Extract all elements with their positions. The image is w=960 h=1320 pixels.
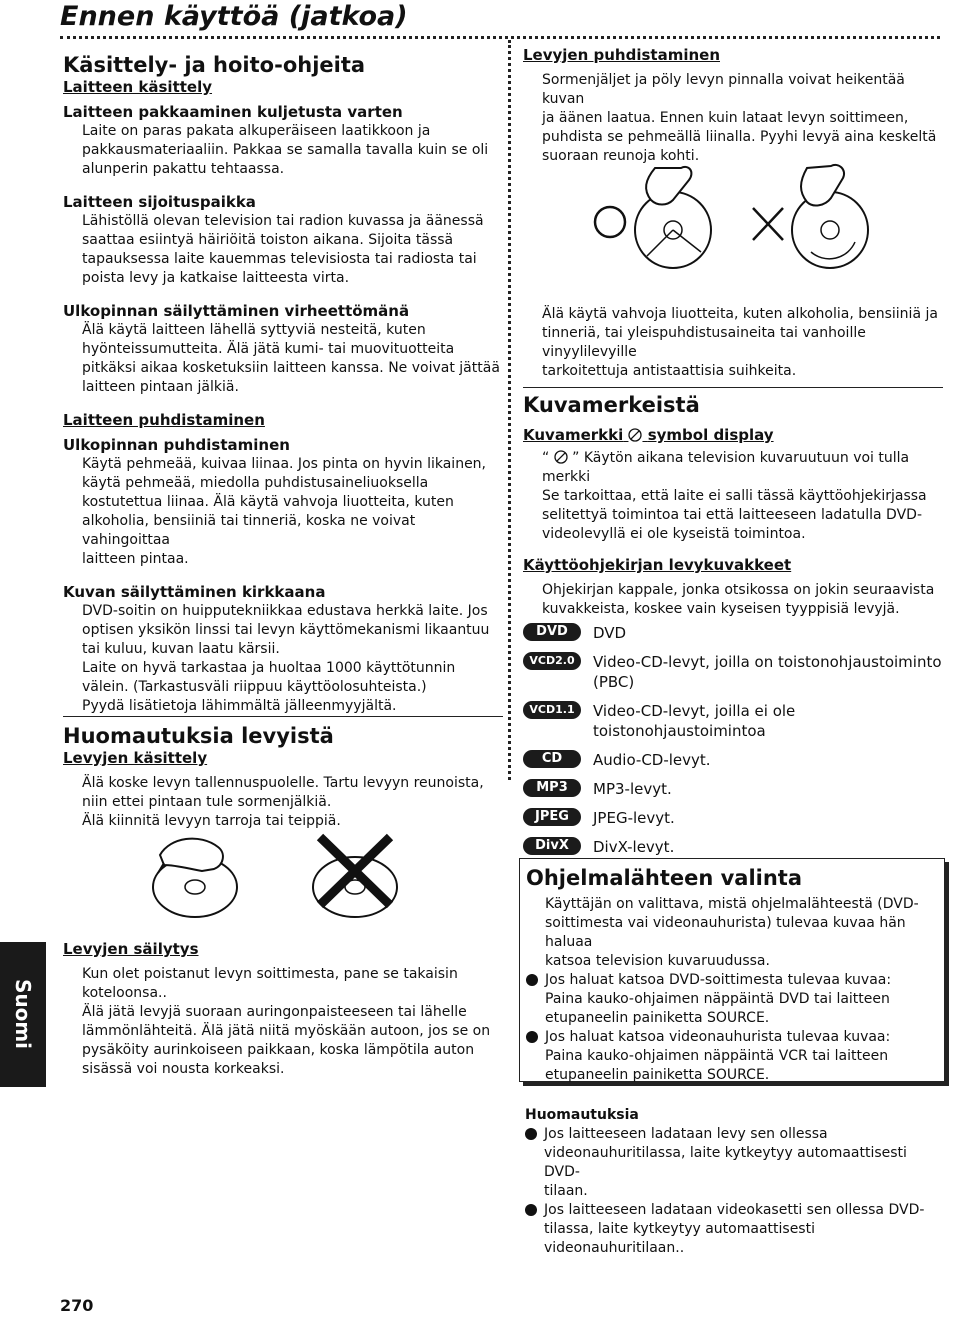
disc-type-label: JPEG-levyt. (593, 809, 675, 827)
placement-line: poista levy ja katkaise laitteesta virta. (82, 270, 350, 286)
storage-section (63, 940, 503, 1079)
disc-type-row (523, 808, 943, 828)
jpeg-badge-icon: JPEG (523, 808, 581, 826)
wipe-circular-icon (792, 165, 868, 268)
disc-cleaning-heading: Levyjen puhdistaminen (523, 46, 720, 64)
exterior-cleaning-line: laitteen pintaa. (82, 551, 189, 567)
language-tab (0, 942, 46, 1087)
disc-type-label: Audio-CD-levyt. (593, 751, 711, 769)
source-bullet-line: etupaneelin painiketta SOURCE. (545, 1067, 770, 1083)
disc-type-row (523, 837, 943, 857)
section-rule (63, 716, 503, 717)
placement-heading: Laitteen sijoituspaikka (63, 193, 256, 211)
symbol-line: videolevyllä ei ole kyseistä toimintoa. (542, 526, 806, 542)
correct-circle-icon (595, 207, 625, 237)
disc-handling-illustration (140, 825, 420, 925)
solvent-line: tinneriä, tai yleispuhdistusaineita tai vanhoille vinyylilevyille (542, 325, 866, 360)
divx-badge-icon: DivX (523, 837, 581, 855)
symbol-intro-line (542, 449, 943, 487)
disc-type-label: DVD (593, 624, 627, 642)
note-line: tilassa, laite kytkeytyy automaattisesti videonauhuritilaan.. (544, 1221, 815, 1256)
source-intro-line: katsoa television kuvaruudussa. (545, 953, 770, 969)
storage-line: lämmönlähteitä. Älä jätä niitä myöskään autoon, jos se on (82, 1023, 491, 1039)
right-column-lower (523, 305, 943, 857)
placement-line: tapauksessa laite kauemmas televisiosta tai radiosta tai (82, 251, 477, 267)
symbol-display-heading (523, 426, 943, 445)
page-number: 270 (60, 1296, 94, 1315)
wipe-center-out-icon (635, 167, 711, 268)
disc-type-label: Video-CD-levyt, joilla on toistonohjaustoiminto (593, 653, 942, 671)
picture-line: välein. (Tarkastusväli riippuu käyttöolosuhteista.) (82, 679, 427, 695)
placement-line: saattaa esiintyä häiriöitä toiston aikana. Sijoita tässä (82, 232, 454, 248)
storage-line: koteloonsa.. (82, 985, 167, 1001)
note-item (525, 1201, 945, 1258)
disc-type-row (523, 623, 943, 643)
exterior-cleaning-line: kostutettua liinaa. Älä käytä vahvoja liuotteita, kuten (82, 494, 454, 510)
notes-heading: Huomautuksia (525, 1107, 639, 1123)
left-column (63, 52, 503, 831)
source-box-title: Ohjelmalähteen valinta (526, 866, 803, 890)
wrong-cross-icon (753, 208, 783, 240)
source-selection-box (519, 858, 945, 1082)
source-bullet-line: Jos haluat katsoa DVD-soittimesta tulevaa kuvaa: (545, 972, 892, 988)
source-bullet-line: Jos haluat katsoa videonauhurista tulevaa kuvaa: (545, 1029, 891, 1045)
right-column (523, 46, 943, 166)
disc-type-row (523, 652, 943, 692)
packing-heading: Laitteen pakkaaminen kuljetusta varten (63, 103, 403, 121)
packing-line: alunperin pakattu tehtaassa. (82, 161, 285, 177)
source-bullet-line: Paina kauko-ohjaimen näppäintä DVD tai laitteen (545, 991, 890, 1007)
storage-line: Älä jätä levyjä suoraan auringonpaisteeseen tai lähelle (82, 1004, 467, 1020)
picture-line: tai kuluu, kuvan laatu kärsii. (82, 641, 280, 657)
disc-handling-heading: Levyjen käsittely (63, 749, 208, 767)
header-dotted-rule (60, 36, 940, 39)
vcd20-badge-icon: VCD2.0 (523, 652, 581, 670)
exterior-cleaning-heading: Ulkopinnan puhdistaminen (63, 436, 290, 454)
disc-cleaning-line: ja äänen laatua. Ennen kuin lataat levyn soittimeen, (542, 110, 909, 126)
note-line: tilaan. (544, 1183, 588, 1199)
section-rule (523, 387, 943, 388)
no-entry-icon (628, 428, 642, 442)
disc-type-label-continued: (PBC) (593, 673, 635, 691)
solvent-line: Älä käytä vahvoja liuotteita, kuten alkoholia, bensiiniä ja (542, 306, 938, 322)
language-tab-label: Suomi (11, 978, 35, 1050)
cleaning-heading: Laitteen puhdistaminen (63, 411, 265, 429)
symbol-line: selitettyä toimintoa tai että laitteeseen ladatulla DVD- (542, 507, 922, 523)
disc-handling-line: niin ettei pintaan tule sormenjälkiä. (82, 794, 332, 810)
note-line: Jos laitteeseen ladataan videokasetti sen ollessa DVD- (544, 1202, 925, 1218)
note-line: videonauhuritilassa, laite kytkeytyy automaattisesti DVD- (544, 1145, 907, 1180)
symbol-display-pre: Kuvamerkki (523, 426, 624, 444)
discs-title: Huomautuksia levyistä (63, 724, 334, 748)
exterior-line: Älä käytä laitteen lähellä syttyviä nesteitä, kuten (82, 322, 426, 338)
picture-line: Laite on hyvä tarkastaa ja huoltaa 1000 käyttötunnin (82, 660, 456, 676)
disc-cleaning-line: suoraan reunoja kohti. (542, 148, 700, 164)
source-intro-line: Käyttäjän on valittava, mistä ohjelmalähteestä (DVD- (545, 896, 919, 912)
picture-heading: Kuvan säilyttäminen kirkkaana (63, 583, 326, 601)
dvd-badge-icon: DVD (523, 623, 581, 641)
page-title: Ennen käyttöä (jatkoa) (60, 1, 408, 32)
disc-type-row (523, 779, 943, 799)
source-bullet-dvd (526, 971, 936, 1028)
packing-line: pakkausmateriaaliin. Pakkaa se samalla tavalla kuin se oli (82, 142, 489, 158)
exterior-line: laitteen pintaan jälkiä. (82, 379, 239, 395)
mp3-badge-icon: MP3 (523, 779, 581, 797)
placement-line: Lähistöllä olevan television tai radion kuvassa ja äänessä (82, 213, 484, 229)
disc-held-icon (153, 839, 237, 917)
disc-type-list (523, 623, 943, 857)
device-handling-heading: Laitteen käsittely (63, 78, 213, 96)
exterior-cleaning-line: alkoholia, bensiiniä tai tinneriä, koska ne voivat vahingoittaa (82, 513, 416, 548)
disc-type-label: MP3-levyt. (593, 780, 672, 798)
storage-line: sisässä voi nousta korkeaksi. (82, 1061, 285, 1077)
picture-line: optisen yksikön linssi tai levyn käyttömekanismi likaantuu (82, 622, 490, 638)
symbols-title: Kuvamerkeistä (523, 393, 700, 417)
packing-line: Laite on paras pakata alkuperäiseen laatikkoon ja (82, 123, 431, 139)
disc-handling-line: Älä koske levyn tallennuspuolelle. Tartu levyyn reunoista, (82, 775, 484, 791)
vcd11-badge-icon: VCD1.1 (523, 701, 581, 719)
no-entry-icon (554, 450, 568, 464)
disc-handling-line: Älä kiinnitä levyyn tarroja tai teippiä. (82, 813, 341, 829)
exterior-line: pitkäksi aikaa kosketuksiin laitteen kanssa. Ne voivat jättää (82, 360, 500, 376)
disc-wrong-grip-icon (313, 837, 397, 917)
storage-line: pysäköity aurinkoiseen paikkaan, koska lämpötila auton (82, 1042, 475, 1058)
exterior-line: hyönteissumutteita. Älä jätä kumi- tai muovituotteita (82, 341, 455, 357)
notes-section (525, 1106, 945, 1258)
storage-line: Kun olet poistanut levyn soittimesta, pane se takaisin (82, 966, 458, 982)
source-bullet-line: etupaneelin painiketta SOURCE. (545, 1010, 770, 1026)
disc-type-row (523, 750, 943, 770)
note-line: Jos laitteeseen ladataan levy sen ollessa (544, 1126, 828, 1142)
disc-cleaning-line: Sormenjäljet ja pöly levyn pinnalla voivat heikentää kuvan (542, 72, 905, 107)
picture-line: Pyydä lisätietoja lähimmältä jälleenmyyjältä. (82, 698, 397, 714)
manual-icons-heading: Käyttöohjekirjan levykuvakkeet (523, 556, 792, 574)
symbol-line: Se tarkoittaa, että laite ei salli tässä käyttöohjekirjassa (542, 488, 927, 504)
source-bullet-line: Paina kauko-ohjaimen näppäintä VCR tai laitteen (545, 1048, 889, 1064)
source-intro-line: soittimesta vai videonauhurista) tulevaa kuvaa hän haluaa (545, 915, 906, 950)
disc-type-label: Video-CD-levyt, joilla ei ole toistonohjaustoimintoa (593, 702, 796, 740)
column-divider (508, 40, 511, 780)
disc-cleaning-line: puhdista se pehmeällä liinalla. Pyyhi levyä aina keskeltä (542, 129, 937, 145)
storage-heading: Levyjen säilytys (63, 940, 199, 958)
manual-icons-line: kuvakkeista, koskee vain kyseisen tyyppisiä levyjä. (542, 601, 900, 617)
exterior-heading: Ulkopinnan säilyttäminen virheettömänä (63, 302, 410, 320)
disc-type-label: DivX-levyt. (593, 838, 675, 856)
quote-open: “ (542, 450, 550, 466)
disc-type-row (523, 701, 943, 741)
exterior-cleaning-line: käytä pehmeää, miedolla puhdistusaineliuoksella (82, 475, 429, 491)
handling-title: Käsittely- ja hoito-ohjeita (63, 53, 366, 77)
exterior-cleaning-line: Käytä pehmeää, kuivaa liinaa. Jos pinta on hyvin likainen, (82, 456, 487, 472)
solvent-line: tarkoitettuja antistaattisia suihkeita. (542, 363, 797, 379)
disc-cleaning-illustration (585, 160, 885, 285)
cd-badge-icon: CD (523, 750, 581, 768)
quote-close: ” Käytön aikana television kuvaruutuun voi tulla merkki (542, 450, 910, 485)
note-item (525, 1125, 945, 1201)
picture-line: DVD-soitin on huipputekniikkaa edustava herkkä laite. Jos (82, 603, 488, 619)
source-bullet-vcr (526, 1028, 936, 1085)
manual-icons-line: Ohjekirjan kappale, jonka otsikossa on jokin seuraavista (542, 582, 935, 598)
symbol-display-post: symbol display (647, 426, 774, 444)
